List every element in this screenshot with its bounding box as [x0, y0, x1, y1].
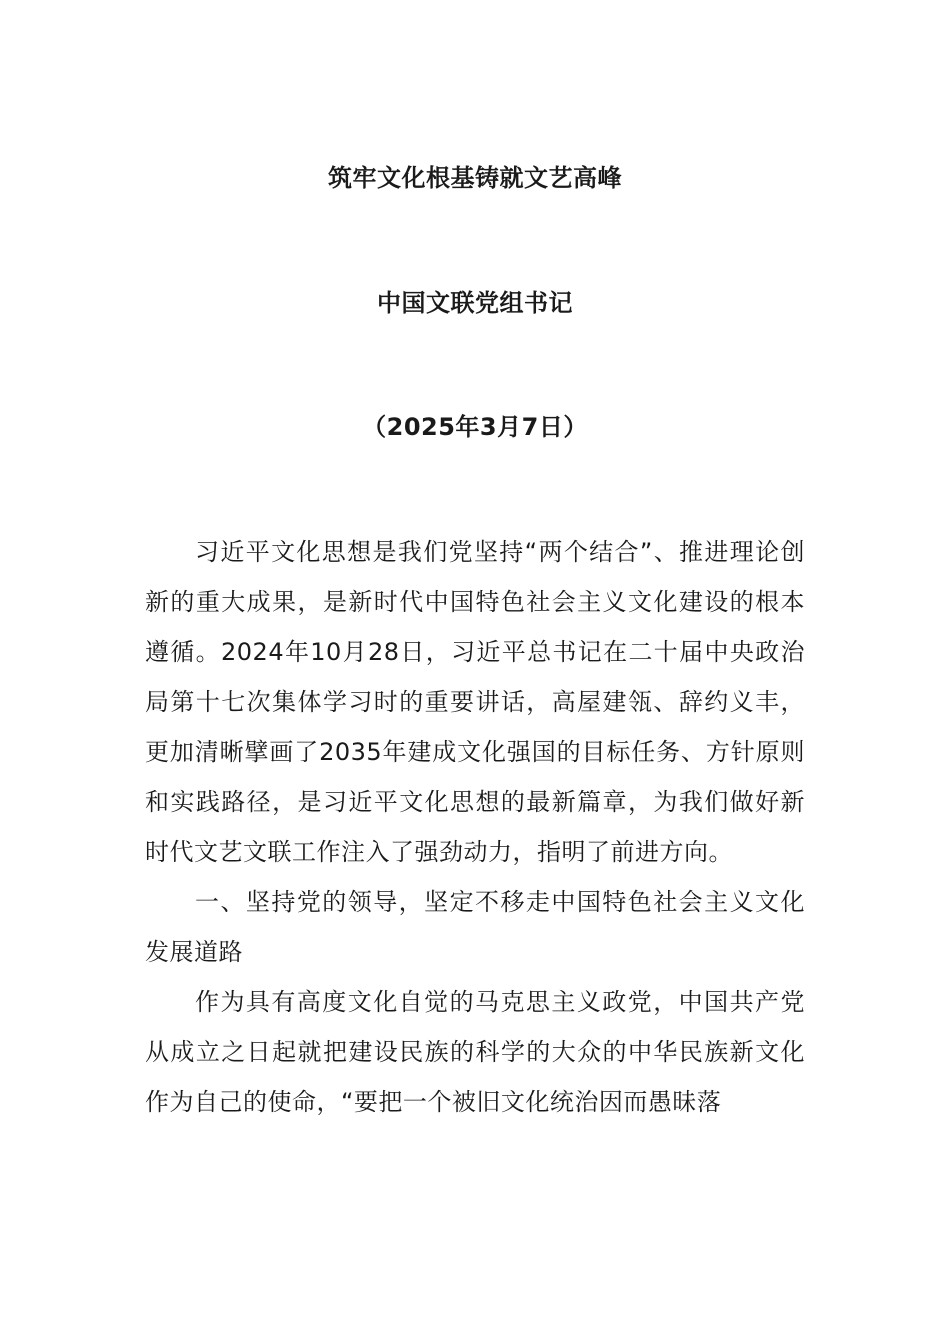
document-author: 中国文联党组书记	[377, 289, 573, 317]
document-body	[145, 527, 805, 1127]
paragraph-intro: 习近平文化思想是我们党坚持“两个结合”、推进理论创新的重大成果，是新时代中国特色社会主义文化建设的根本遵循。2024年10月28日，习近平总书记在二十届中央政治局第十七次集体学习时的重要讲话，高屋建瓴、辞约义丰，更加清晰擘画了2035年建成文化强国的目标任务、方针原则和实践路径，是习近平文化思想的最新篇章，为我们做好新时代文艺文联工作注入了强劲动力，指明了前进方向。	[145, 538, 805, 866]
section-heading-1: 一、坚持党的领导，坚定不移走中国特色社会主义文化发展道路	[145, 888, 805, 966]
document-date: （2025年3月7日）	[362, 413, 588, 441]
paragraph-section-1: 作为具有高度文化自觉的马克思主义政党，中国共产党从成立之日起就把建设民族的科学的大众的中华民族新文化作为自己的使命，“要把一个被旧文化统治因而愚昧落	[145, 988, 805, 1116]
document-title: 筑牢文化根基铸就文艺高峰	[328, 164, 622, 192]
